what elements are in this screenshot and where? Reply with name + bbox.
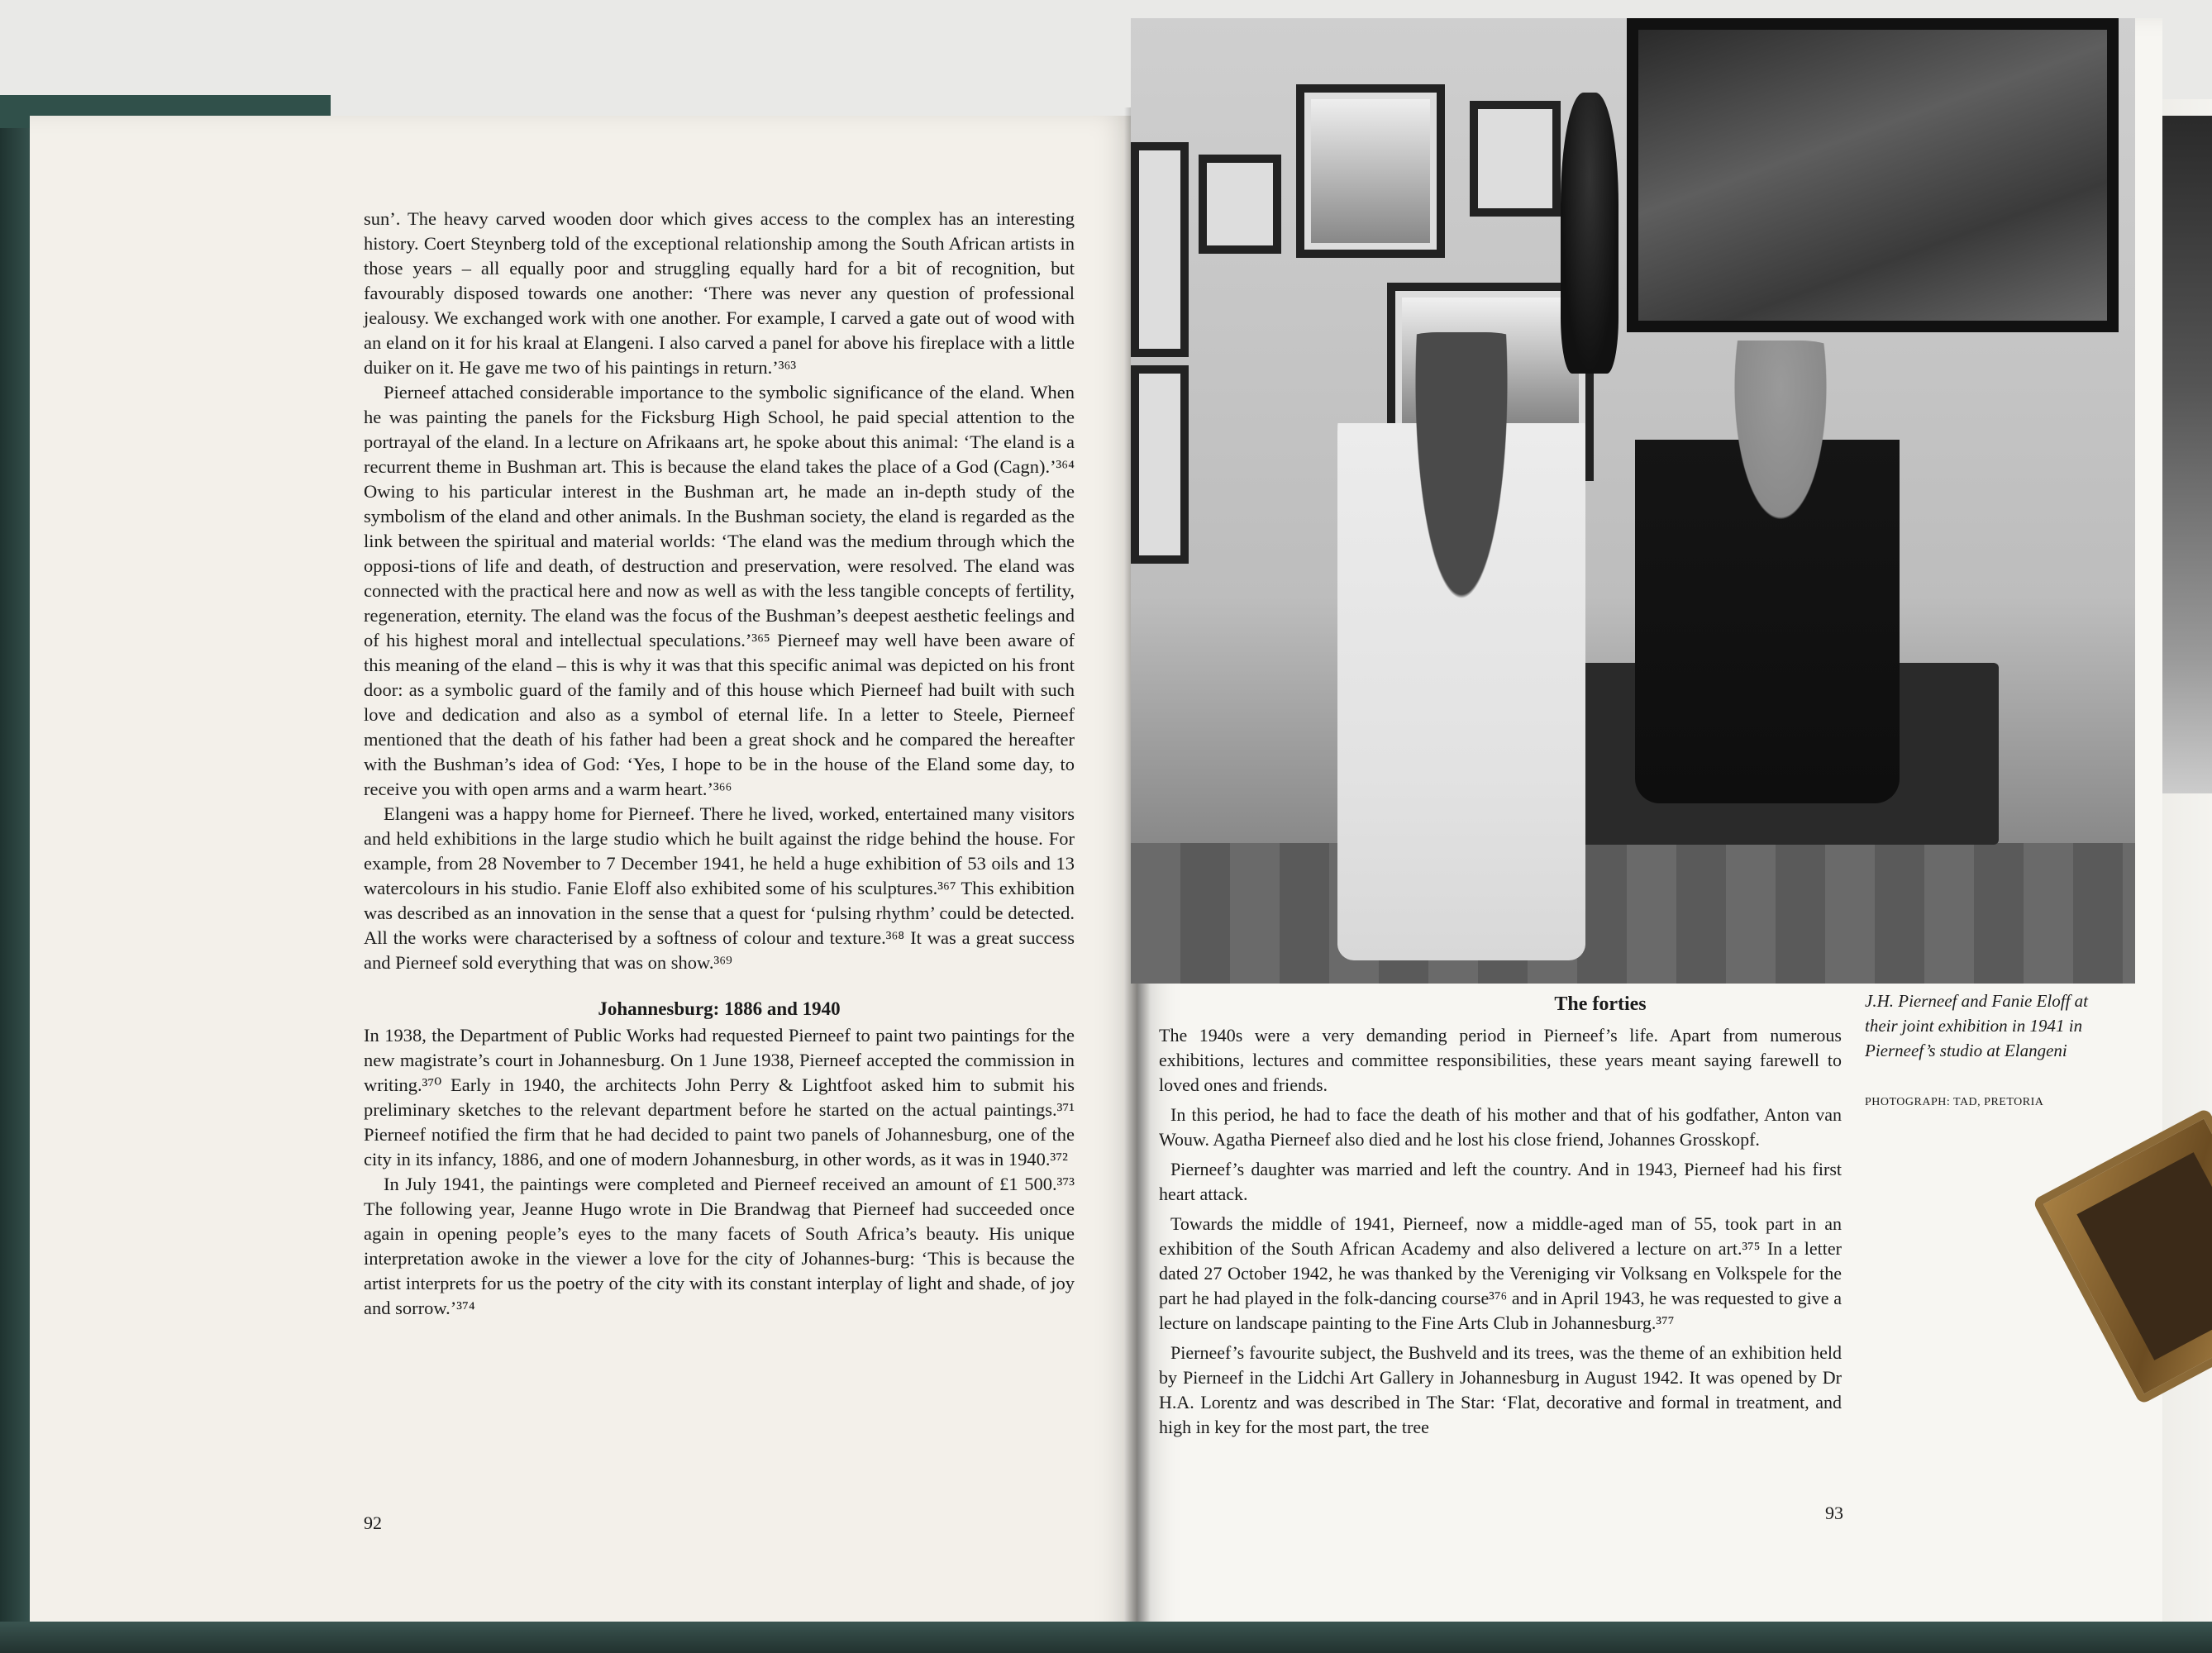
wall-painting — [1199, 155, 1281, 254]
paragraph: Towards the middle of 1941, Pierneef, now a middle-aged man of 55, took part in an exhibition of the South African Academy and also delivered a lecture on art.³⁷⁵ In a letter dated 27 October 1942, he was thanked by the Vereniging vir Volksang en Volkspele for the part he had played in the folk-dancing course³⁷⁶ and in April 1943, he was requested to give a lecture on landscape painting to the Fine Arts Club in Johannesburg.³⁷⁷ — [1159, 1213, 1842, 1333]
paragraph: In this period, he had to face the death of his mother and that of his godfather, Anton van Wouw. Agatha Pierneef also died and he lost his close friend, Johannes Grosskopf. — [1159, 1104, 1842, 1150]
page-number-left: 92 — [364, 1512, 382, 1533]
left-page-body — [364, 207, 1075, 1321]
paragraph: In 1938, the Department of Public Works had requested Pierneef to paint two paintings for the new magistrate’s court in Johannesburg. On 1 June 1938, Pierneef accepted the commission in writing.³⁷⁰ Early in 1940, the architects John Perry & Lightfoot asked him to submit his preliminary sketches to the relevant department before he started on the actual paintings.³⁷¹ Pierneef notified the firm that he had decided to paint two panels of Johannesburg, one of the city in its infancy, 1886, and one of modern Johannesburg, in other words, as it was in 1940.³⁷² — [364, 1025, 1075, 1169]
page-number-right: 93 — [1825, 1503, 1843, 1523]
wall-painting — [1470, 101, 1561, 217]
paragraph: sun’. The heavy carved wooden door which gives access to the complex has an interesting history. Coert Steynberg told of the exceptional relationship among the South African artists in those years – all equally poor and struggling equally hard for a bit of recognition, but favourably disposed towards one another: ‘There was never any question of professional jealousy. We exchanged work with one another. For example, I carved a gate out of wood with an eland on it for his kraal at Elangeni. I also carved a panel for above his fireplace with a little duiker on it. He gave me two of his paintings in return.’³⁶³ — [364, 208, 1075, 378]
section-heading: Johannesburg: 1886 and 1940 — [598, 998, 841, 1019]
person-left — [1337, 332, 1585, 960]
sculpture — [1561, 93, 1618, 374]
large-wall-painting — [1627, 18, 2119, 332]
paragraph: The 1940s were a very demanding period in Pierneef’s life. Apart from numerous exhibitions, lectures and committee responsibilities, these years meant saying farewell to loved ones and friends. — [1159, 1025, 1842, 1095]
right-page-body — [1159, 1023, 1842, 1445]
paragraph: Elangeni was a happy home for Pierneef. There he lived, worked, entertained many visitors and held exhibitions in the large studio which he built against the ridge behind the house. For example, from 28 November to 7 December 1941, he held a huge exhibition of 53 oils and 13 watercolours in his studio. Fanie Eloff also exhibited some of his sculptures.³⁶⁷ This exhibition was described as an innovation in the sense that a quest for ‘pulsing rhythm’ could be detected. All the works were characterised by a softness of colour and texture.³⁶⁸ It was a great success and Pierneef sold everything that was on show.³⁶⁹ — [364, 803, 1075, 973]
wall-painting — [1296, 84, 1445, 258]
wall-painting — [1131, 365, 1189, 564]
section-heading: The forties — [1554, 993, 1647, 1015]
paragraph: Pierneef’s daughter was married and left the country. And in 1943, Pierneef had his first heart attack. — [1159, 1159, 1842, 1204]
paragraph: In July 1941, the paintings were completed and Pierneef received an amount of £1 500.³⁷³ The following year, Jeanne Hugo wrote in Die Brandwag that Pierneef had succeeded once again in opening people’s eyes to the many facets of South Africa’s beauty. His unique interpretation awoke in the viewer a love for the city of Johannes-burg: ‘This is because the artist interprets for us the poetry of the city with its constant interplay of light and shade, of joy and sorrow.’³⁷⁴ — [364, 1174, 1075, 1318]
photo-caption: J.H. Pierneef and Fanie Eloff at their joint exhibition in 1941 in Pierneef’s studio at Elangeni — [1865, 991, 2089, 1060]
wall-painting — [1131, 142, 1189, 357]
photo-credit: PHOTOGRAPH: TAD, PRETORIA — [1865, 1096, 2044, 1108]
paragraph: Pierneef attached considerable importance to the symbolic significance of the eland. When he was painting the panels for the Ficksburg High School, he paid special attention to the portrayal of the eland. In a lecture on Afrikaans art, he spoke about this animal: ‘The eland is a recurrent theme in Bushman art. This is because the eland takes the place of a God (Cagn).’³⁶⁴ Owing to his particular interest in the Bushman art, he made an in-depth study of the symbolism of the eland and other animals. In the Bushman society, the eland is regarded as the link between the spiritual and material worlds: ‘The eland was the medium through which the opposi-tions of life and death, of destruction and preservation, were resolved. The eland was connected with the practical here and now as well as with the less tangible concepts of fertility, regeneration, eternity. The eland was the focus of the Bushman’s deepest aesthetic feelings and of his highest moral and intellectual speculations.’³⁶⁵ Pierneef may well have been aware of this meaning of the eland – this is why it was that this specific animal was depicted on his front door: as a symbolic guard of the family and of this house which Pierneef had built with such love and dedication and also as a symbol of eternal life. In a letter to Steele, Pierneef mentioned that the death of his father had been a great shock and he compared the hereafter with the Bushman’s idea of God: ‘Yes, I hope to be in the house of the Eland some day, to receive you with open arms and a warm heart.’³⁶⁶ — [364, 382, 1075, 799]
book-cover-bottom — [0, 1622, 2212, 1653]
paragraph: Pierneef’s favourite subject, the Bushveld and its trees, was the theme of an exhibition held by Pierneef in the Lidchi Art Gallery in Johannesburg in August 1942. It was opened by Dr H.A. Lorentz and was described in The Star: ‘Flat, decorative and formal in treatment, and high in key for the most part, the tree — [1159, 1342, 1842, 1437]
floor — [1131, 843, 2135, 984]
exhibition-photo — [1131, 18, 2135, 984]
person-right — [1635, 341, 1900, 803]
